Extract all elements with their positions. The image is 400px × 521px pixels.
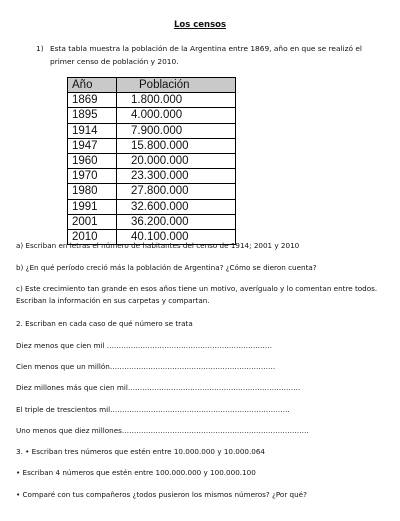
question-2-item: Diez millones más que cien mil………………………………………………………………	[16, 383, 301, 392]
cell-year: 1960	[68, 153, 117, 168]
table-row	[68, 138, 236, 153]
table-row	[68, 169, 236, 184]
cell-year: 1869	[68, 93, 117, 108]
cell-population: 23.300.000	[117, 169, 236, 184]
cell-year: 1970	[68, 169, 117, 184]
question-3-item: • Escriban 4 números que estén entre 100.000.000 y 100.000.100	[16, 468, 256, 477]
cell-year: 1895	[68, 108, 117, 123]
question-2-item: Cien menos que un millón……………………………………………………………	[16, 362, 276, 371]
cell-year: 1914	[68, 123, 117, 138]
cell-population: 32.600.000	[117, 199, 236, 214]
question-3-item: 3. • Escriban tres números que estén entre 10.000.000 y 10.000.064	[16, 447, 265, 456]
cell-population: 27.800.000	[117, 184, 236, 199]
cell-population: 15.800.000	[117, 138, 236, 153]
question-1	[36, 42, 381, 68]
question-3-item: • Comparé con tus compañeros ¿todos pusieron los mismos números? ¿Por qué?	[16, 490, 307, 499]
question-2-item: Uno menos que diez millones……………………………………………………………………	[16, 426, 309, 435]
cell-year: 2001	[68, 214, 117, 229]
table-row	[68, 199, 236, 214]
cell-population: 40.100.000	[117, 229, 236, 244]
table-row	[68, 93, 236, 108]
cell-year: 1991	[68, 199, 117, 214]
cell-year: 1980	[68, 184, 117, 199]
cell-year: 1947	[68, 138, 117, 153]
cell-population: 1.800.000	[117, 93, 236, 108]
table-row	[68, 153, 236, 168]
question-1-text: Esta tabla muestra la población de la Argentina entre 1869, año en que se realizó el primer censo de población y 2010.	[50, 44, 362, 66]
question-2-title: 2. Escriban en cada caso de qué número se trata	[16, 319, 193, 328]
table-row	[68, 184, 236, 199]
table-header-row	[68, 78, 236, 93]
question-a: a) Escriban en letras el número de habitantes del censo de 1914; 2001 y 2010	[16, 241, 300, 250]
worksheet-title: Los censos	[173, 20, 227, 30]
cell-population: 7.900.000	[117, 123, 236, 138]
cell-population: 36.200.000	[117, 214, 236, 229]
question-c: c) Este crecimiento tan grande en esos años tiene un motivo, averígualo y lo comentan entre todos. Escriban la información en sus carpetas y compartan.	[16, 284, 378, 305]
header-population: Población	[117, 78, 236, 93]
cell-population: 4.000.000	[117, 108, 236, 123]
cell-year: 2010	[68, 229, 117, 244]
question-2-item: El triple de trescientos mil…………………………………………………………………	[16, 405, 290, 414]
header-year: Año	[68, 78, 117, 93]
population-table	[67, 77, 236, 245]
question-2-item: Diez menos que cien mil ……………………………………………………………	[16, 341, 273, 350]
table-row	[68, 214, 236, 229]
question-1-number: 1)	[36, 44, 44, 53]
table-row	[68, 123, 236, 138]
cell-population: 20.000.000	[117, 153, 236, 168]
question-b: b) ¿En qué período creció más la población de Argentina? ¿Cómo se dieron cuenta?	[16, 263, 317, 272]
table-row	[68, 108, 236, 123]
